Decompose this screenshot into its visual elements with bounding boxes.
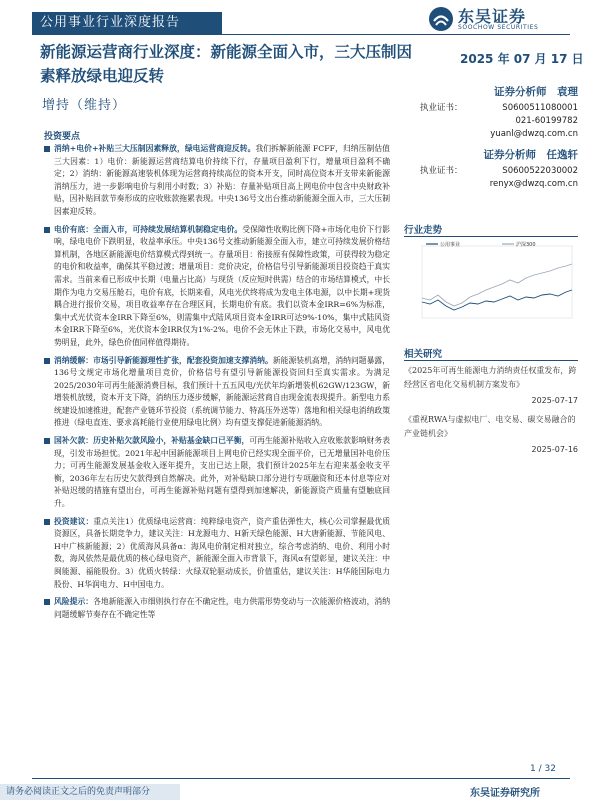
bullet-icon <box>44 227 50 233</box>
trend-line-secondary <box>422 264 572 306</box>
analyst-email[interactable]: yuanl@dwzq.com.cn <box>490 129 578 139</box>
logo-text-cn: 东吴证券 <box>458 7 527 26</box>
key-point <box>44 224 390 350</box>
related-item-title[interactable]: 《2025年可再生能源电力消纳责任权重发布，跨经营区省电化交易机制方案发布》 <box>404 366 577 389</box>
key-point-lead: 风险提示： <box>54 597 94 607</box>
key-point-body: 重点关注1）优质绿电运营商：纯粹绿电资产，资产重估弹性大，核心公司掌握最优质资源区，具备长期竞争力，建议关注：H龙源电力、H新天绿色能源、H大唐新能源、节能风电、H中广核新能源；2）优质海风具备α：海风电价制定相对独立，综合考虑消纳、电价、利用小时数，海风依然是最优质的核心绿电资产，新能源全面入市背景下，海风α有望彰显，建议关注：中闽能源、福能股份。3）优质火转绿：火绿双轮驱动成长，价值重估，建议关注：H华能国际电力股份、H华润电力、H中国电力。 <box>54 516 391 589</box>
key-point-body: 新能源装机高增，消纳问题暴露，136号文规定市场化增量项目竞价，价格信号有望引导新能源投资回归至真实需求。为满足2025/2030年可再生能源消费目标，我们预计十五五风电/光伏年均新增装机62GW/123GW，新增装机放缓，资本开支下降，消纳压力逐步缓解，新能源运营商自由现金流表现提升。新型电力系统建设加速推进，配套产业链环节投资（系统调节能力、特高压外送等）落地和相关绿电消纳政策推进（绿电直连、要求高耗能行业使用绿电比例）均有望支撑促进新能源消纳。 <box>54 355 391 428</box>
chart-frame <box>422 246 572 318</box>
bullet-icon <box>44 146 50 152</box>
bullet-icon <box>44 599 50 605</box>
logo-mark-icon <box>428 6 454 32</box>
logo-text-en: SOOCHOW SECURITIES <box>458 24 539 31</box>
key-point-body: 可再生能源补贴收入应收账款影响财务表现，引发市场担忧。2021年起中国新能源项目上网电价已经实现全面平价，已无增量国补电价压力；可再生能源发展基金收入逐年提升，支出已达上限，我们预计2025年左右迎来基金收支平衡，2036年左右历史欠款得到自然解决。此外，对补贴缺口部分进行专项融资和还本付息等应对补贴迟缓的措施有望出台，可再生能源补贴问题有望得到加速解决，新能源资产质量有望触底回升。 <box>54 436 390 509</box>
analyst-cert-label: 执业证书： <box>420 103 463 113</box>
footer-organization: 东吴证券研究所 <box>470 788 540 799</box>
legend-label-secondary: 沪深300 <box>516 242 536 248</box>
related-item[interactable] <box>404 364 578 405</box>
industry-trend-title: 行业走势 <box>404 225 443 236</box>
trend-line-primary <box>422 290 572 310</box>
analyst-name: 证券分析师 任逸轩 <box>483 149 578 161</box>
page-number: 1 / 32 <box>530 764 556 774</box>
related-item-date: 2025-07-16 <box>531 445 578 454</box>
header-rule <box>32 34 570 35</box>
bullet-icon <box>44 438 50 444</box>
key-point-lead: 消纳缓解：市场引导新能源理性扩张，配套投资加速支撑消纳。 <box>54 355 273 365</box>
key-point-lead: 投资建议： <box>54 516 94 526</box>
footer-rule <box>32 778 570 779</box>
key-point-body: 我们拆解新能源 FCFF，归纳压制估值三大因素：1）电价：新能源运营商结算电价持续下行，存量项目盈利下行，增量项目盈利不确定；2）消纳：新能源高速装机体现为运营商持续高位的资本开支，同时高位资本开支带来新能源消纳压力，进一步影响电价与利用小时数；3）补贴：存量补贴项目高上网电价中包含中央财政补贴，因补贴回款节奏形成的应收账款拖累表现。中央136号文出台推动新能源全面入市，三大压制因素迎反转。 <box>54 144 390 216</box>
key-point <box>44 516 390 592</box>
analyst-2 <box>420 147 578 191</box>
analyst-1 <box>420 84 578 141</box>
industry-trend-chart <box>404 240 578 330</box>
related-item-title[interactable]: 《重视RWA与虚拟电厂、电交易、碳交易融合的产业链机会》 <box>404 415 576 438</box>
key-point <box>44 596 390 621</box>
key-point <box>44 435 390 511</box>
legend-label-primary: 公用事业 <box>440 242 461 248</box>
key-point <box>44 143 390 219</box>
key-point-lead: 国补欠款：历史补贴欠款风险小，补贴基金缺口已平衡， <box>54 436 250 446</box>
related-item[interactable] <box>404 413 578 454</box>
related-item-date: 2025-07-17 <box>531 396 578 405</box>
key-points-title: 投资要点 <box>44 132 81 142</box>
disclaimer-note: 请务必阅读正文之后的免责声明部分 <box>0 784 180 800</box>
key-point-body: 受保障性收购比例下降+市场化电价下行影响，绿电电价下跌明显，收益率承压。中央136号文推动新能源全面入市，建立可持续发展价格结算机制，各地区新能源电价结算模式得到统一。存量项目：衔接原有保障性政策，可获得较为稳定的电价和收益率，确保其平稳过渡；增量项目：竞价决定，价格信号引导新能源项目投资趋于真实需求。当前来看已形成中长期（电量占比高）与现货（反应短时供需）结合的市场结算模式，中长期作为电力交易压舱石，电价有底，长期来看，风电光伏终将成为发电主体电源，以中长期+现货耦合进行报价交易，项目收益率存在合理区间，长期电价有底。我们以资本金IRR=6%为标准，集中式光伏资本金IRR下降至6%，则需集中式陆风项目资本金IRR可达9%-10%，集中式陆风资本金IRR下降至6%，光伏资本金IRR仅为1%-2%。电价不会无休止下跌，市场化交易中，风电优势明显，此外，绿色价值同样值得期待。 <box>54 224 390 347</box>
analyst-cert-row <box>420 102 578 115</box>
key-point-body: 各地新能源入市细则执行存在不确定性，电力供需形势变动与一次能源价格波动，消纳问题缓解节奏存在不确定性等 <box>54 597 391 619</box>
bullet-icon <box>44 519 50 525</box>
analyst-cert-label: 执业证书： <box>420 166 463 176</box>
analyst-panel <box>420 84 578 197</box>
report-type-banner: 公用事业行业深度报告 <box>32 12 222 34</box>
key-points-list <box>44 143 390 626</box>
analyst-phone: 021-60199782 <box>515 116 578 126</box>
rating-label: 增持（维持） <box>42 98 127 113</box>
report-date: 2025 年 07 月 17 日 <box>460 52 584 66</box>
related-research-list <box>404 364 578 462</box>
key-point <box>44 355 390 431</box>
key-point-lead: 电价有底：全面入市，可持续发展结算机制稳定电价。 <box>54 224 243 234</box>
key-point-lead: 消纳+电价+补贴三大压制因素释放，绿电运营商迎反转。 <box>54 144 256 153</box>
analyst-cert-number: S0600511080001 <box>502 103 578 113</box>
bullet-icon <box>44 358 50 364</box>
trend-rule <box>404 236 578 237</box>
report-title: 新能源运营商行业深度：新能源全面入市，三大压制因素释放绿电迎反转 <box>40 43 413 85</box>
analyst-name: 证券分析师 袁理 <box>494 86 578 98</box>
analyst-cert-number: S0600522030002 <box>502 166 578 176</box>
analyst-cert-row <box>420 165 578 178</box>
analyst-email[interactable]: renyx@dwzq.com.cn <box>489 179 578 189</box>
company-logo <box>428 4 578 34</box>
related-rule <box>404 360 578 361</box>
related-research-title: 相关研究 <box>404 349 443 360</box>
